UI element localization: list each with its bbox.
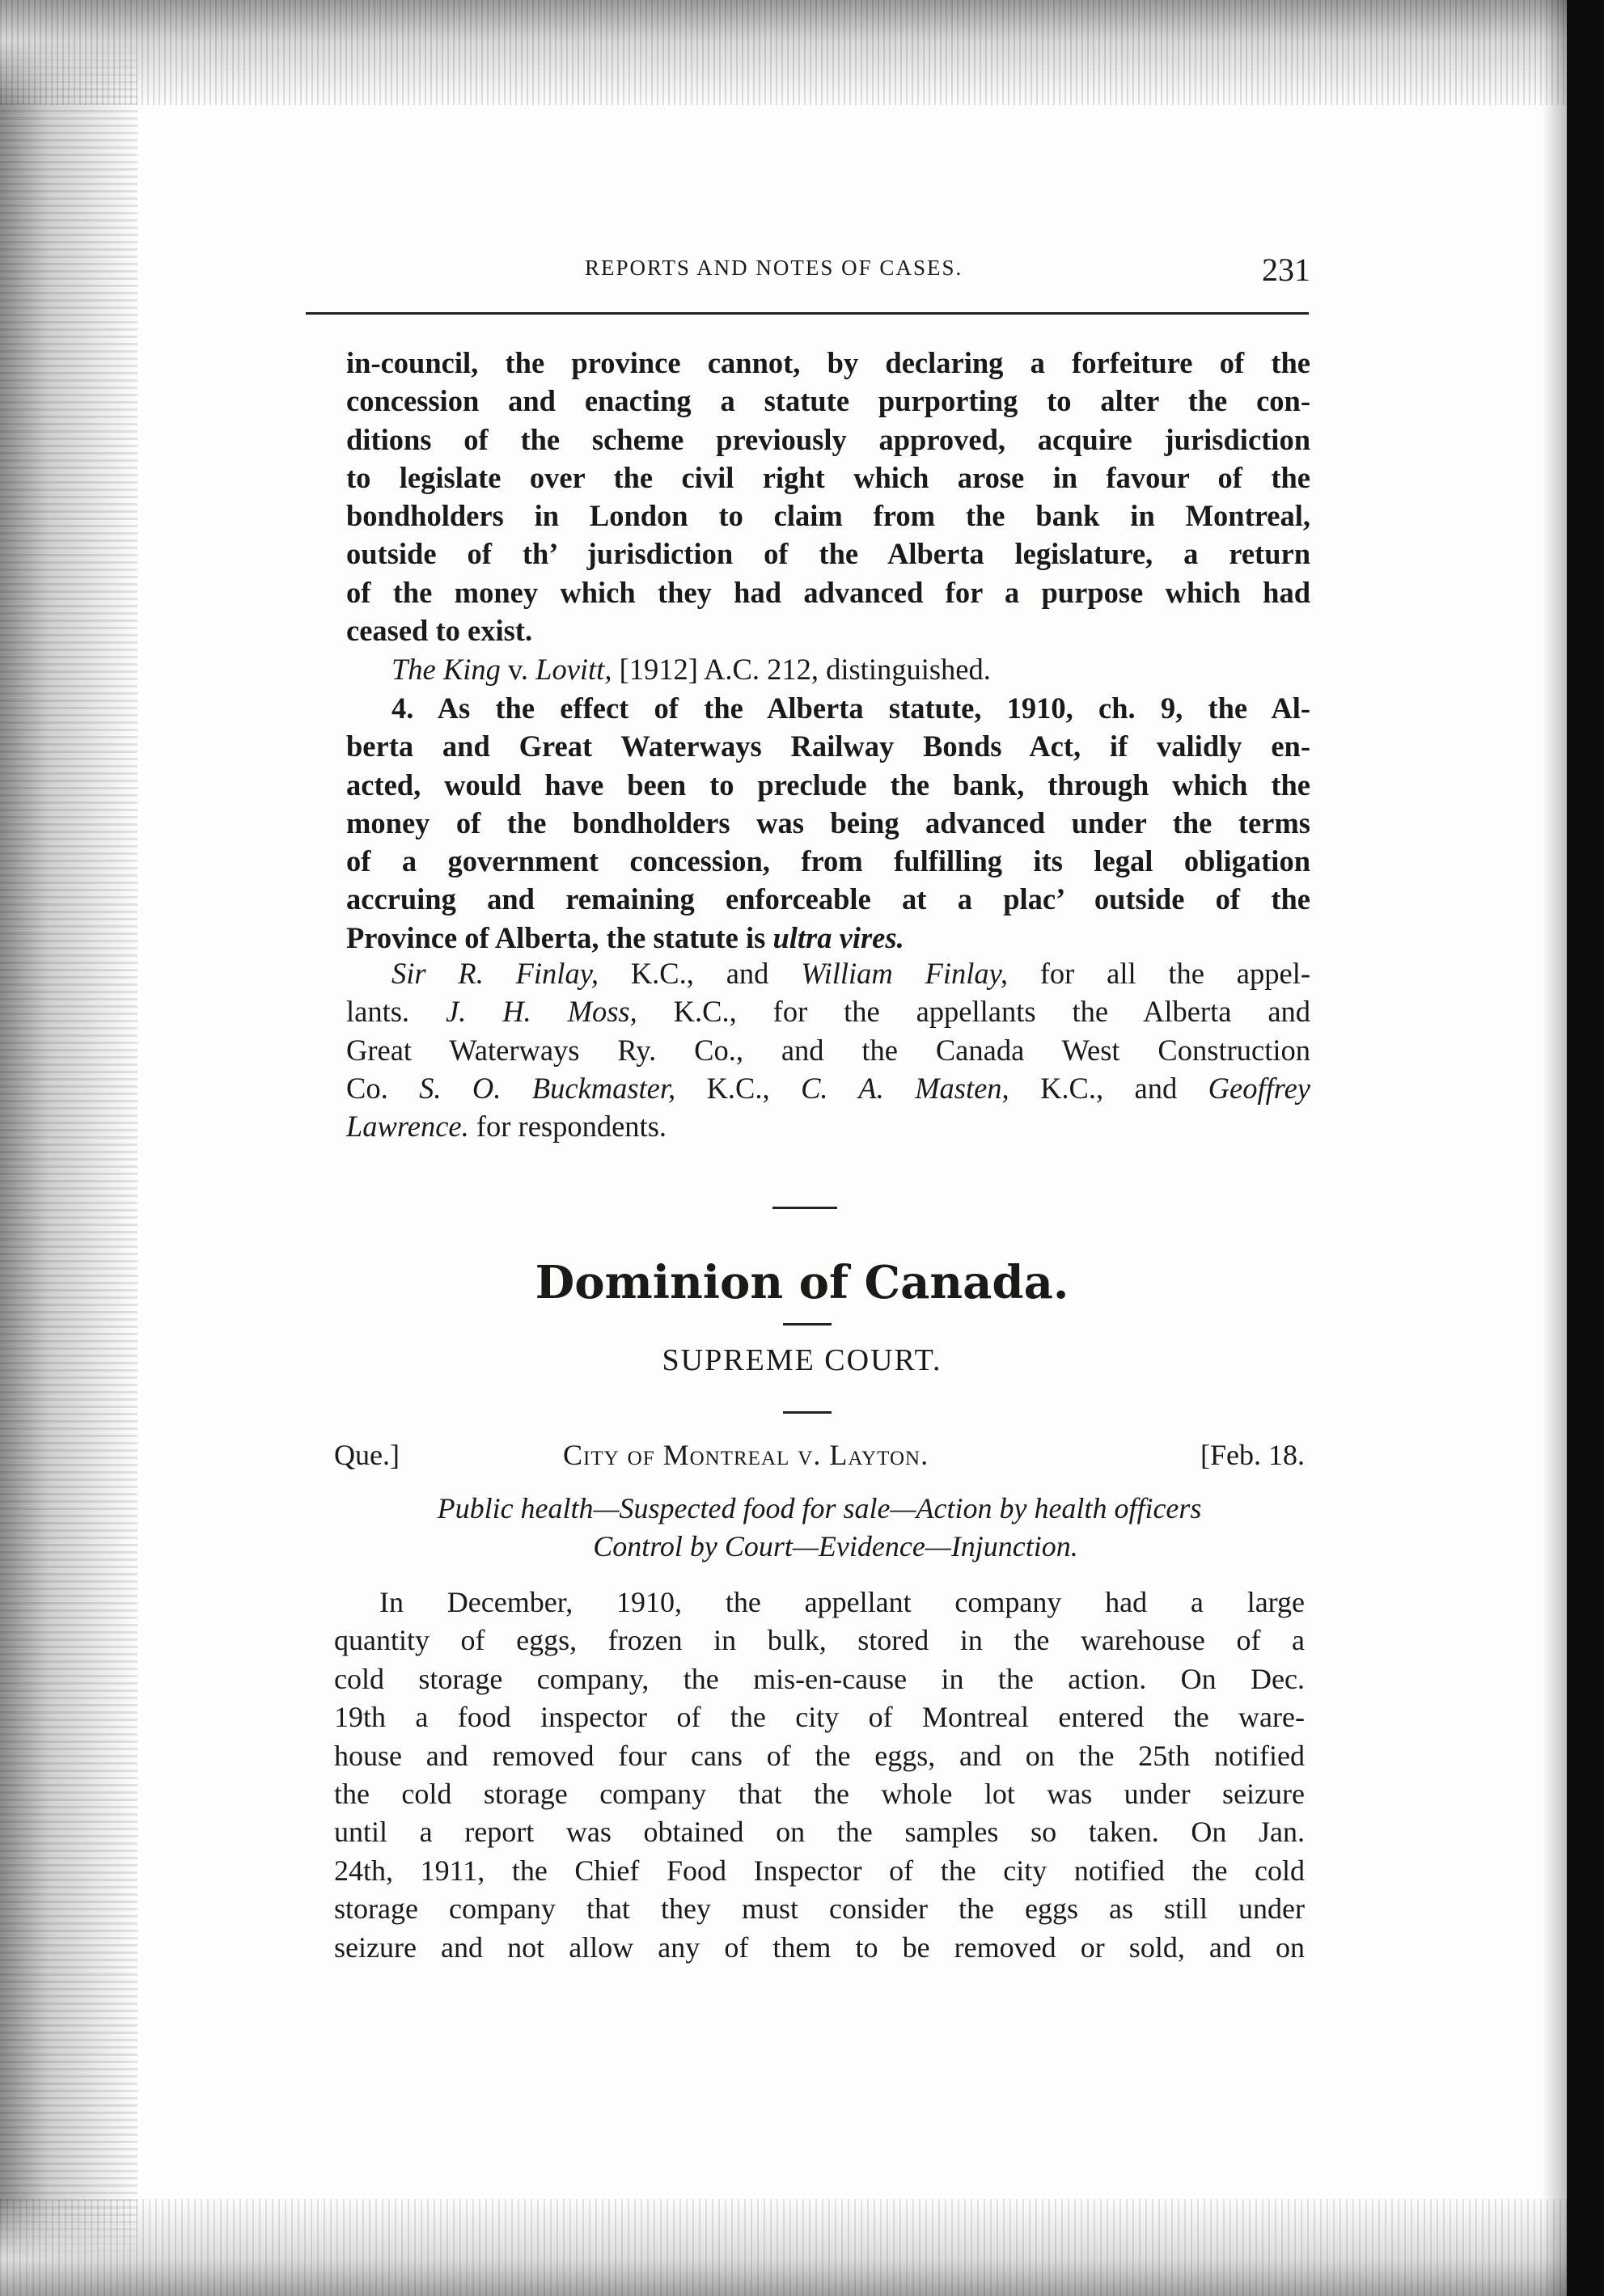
section-divider [772,1207,837,1209]
counsel-paragraph [346,954,1310,1145]
text-line: 19th a food inspector of the city of Montreal entered the ware- [334,1701,1305,1734]
text-line: ditions of the scheme previously approved, acquire jurisdiction [346,422,1310,456]
heading-rule [783,1411,832,1414]
running-head [348,252,1310,296]
text-line: seizure and not allow any of them to be removed or sold, and on [334,1930,1305,1964]
text-line: of the money which they had advanced for a purpose which had [346,575,1310,609]
text-line: acted, would have been to preclude the bank, through which the [346,767,1310,801]
heading-rule [783,1323,832,1326]
text-line [346,1069,1310,1107]
header-rule [306,312,1309,315]
running-title: REPORTS AND NOTES OF CASES. [585,256,963,280]
text-line: berta and Great Waterways Railway Bonds Act, if validly en- [346,729,1310,763]
text-line: 24th, 1911, the Chief Food Inspector of the city notified the cold [334,1854,1305,1887]
citation-reference: [1912] A.C. 212, distinguished. [612,653,991,686]
text-line: until a report was obtained on the samples so taken. On Jan. [334,1816,1305,1849]
counsel-name: Sir R. Finlay, [391,957,599,990]
paragraph-4 [346,689,1310,957]
text-line: money of the bondholders was being advanced under the terms [346,806,1310,839]
text-fragment: K.C., [675,1071,802,1105]
text-line [346,992,1310,1030]
text-fragment: lants. [346,995,446,1029]
text-line [346,954,1310,992]
text-fragment: K.C., and [1009,1071,1208,1105]
text-line: outside of th’ jurisdiction of the Alberta legislature, a return [346,537,1310,571]
case-title-line [334,1438,1305,1478]
text-line: storage company that they must consider the eggs as still under [334,1892,1305,1926]
facts-paragraph [334,1584,1305,1967]
text-line: the cold storage company that the whole lot was under seizure [334,1777,1305,1810]
text-fragment: K.C., for the appellants the Alberta and [637,995,1311,1029]
citation [346,650,1310,688]
text-line: cold storage company, the mis-en-cause in the action. On Dec. [334,1662,1305,1695]
court-heading: SUPREME COURT. [662,1343,942,1377]
text-fragment: for respondents. [468,1110,667,1144]
text-fragment: Province of Alberta, the statute is [346,920,773,954]
text-line: concession and enacting a statute purporting to alter the con- [346,384,1310,418]
text-line: ceased to exist. [346,614,533,648]
text-line [346,919,1310,957]
text-fragment: for all the appel- [1007,957,1311,990]
headnote-line: Public health—Suspected food for sale—Action by health officers [437,1492,1202,1524]
counsel-name: S. O. Buckmaster, [419,1071,676,1105]
text-line: to legislate over the civil right which arose in favour of the [346,460,1310,494]
section-heading: Dominion of Canada. [535,1256,1069,1309]
counsel-name: J. H. Moss, [445,995,637,1029]
text-line: accruing and remaining enforceable at a plac’ outside of the [346,882,1310,916]
text-line: bondholders in London to claim from the bank in Montreal, [346,499,1310,533]
text-line: 4. As the effect of the Alberta statute, 1910, ch. 9, the Al- [391,691,1310,725]
case-citation-name: The King [391,653,501,686]
text-fragment: K.C., and [599,957,802,990]
paragraph-continued [346,344,1310,649]
counsel-name: William Finlay, [801,957,1008,990]
text-fragment: Co. [346,1071,420,1105]
text-line: Great Waterways Ry. Co., and the Canada West Construction [346,1033,1310,1067]
case-citation-name: Lovitt, [535,653,612,686]
italic-term: ultra vires. [772,920,904,954]
citation-line [346,650,1310,688]
headnote-line: Control by Court—Evidence—Injunction. [593,1530,1078,1562]
text-line [346,1107,1310,1145]
counsel-name: Geoffrey [1208,1071,1310,1105]
text-line: house and removed four cans of the eggs, and on the 25th notified [334,1739,1305,1772]
case-name: City of Montreal v. Layton. [563,1439,929,1471]
headnote [334,1490,1305,1566]
page-number: 231 [1262,252,1310,288]
counsel-name: C. A. Masten, [801,1071,1009,1105]
text-line: in-council, the province cannot, by declaring a forfeiture of the [346,346,1310,379]
text-line: of a government concession, from fulfilling its legal obligation [346,844,1310,878]
text-line: In December, 1910, the appellant company had a large [379,1586,1305,1618]
counsel-name: Lawrence. [346,1110,469,1144]
citation-versus: v. [500,653,536,686]
text-line: quantity of eggs, frozen in bulk, stored in the warehouse of a [334,1624,1305,1657]
case-date: [Feb. 18. [1200,1439,1305,1471]
case-province: Que.] [334,1439,400,1471]
